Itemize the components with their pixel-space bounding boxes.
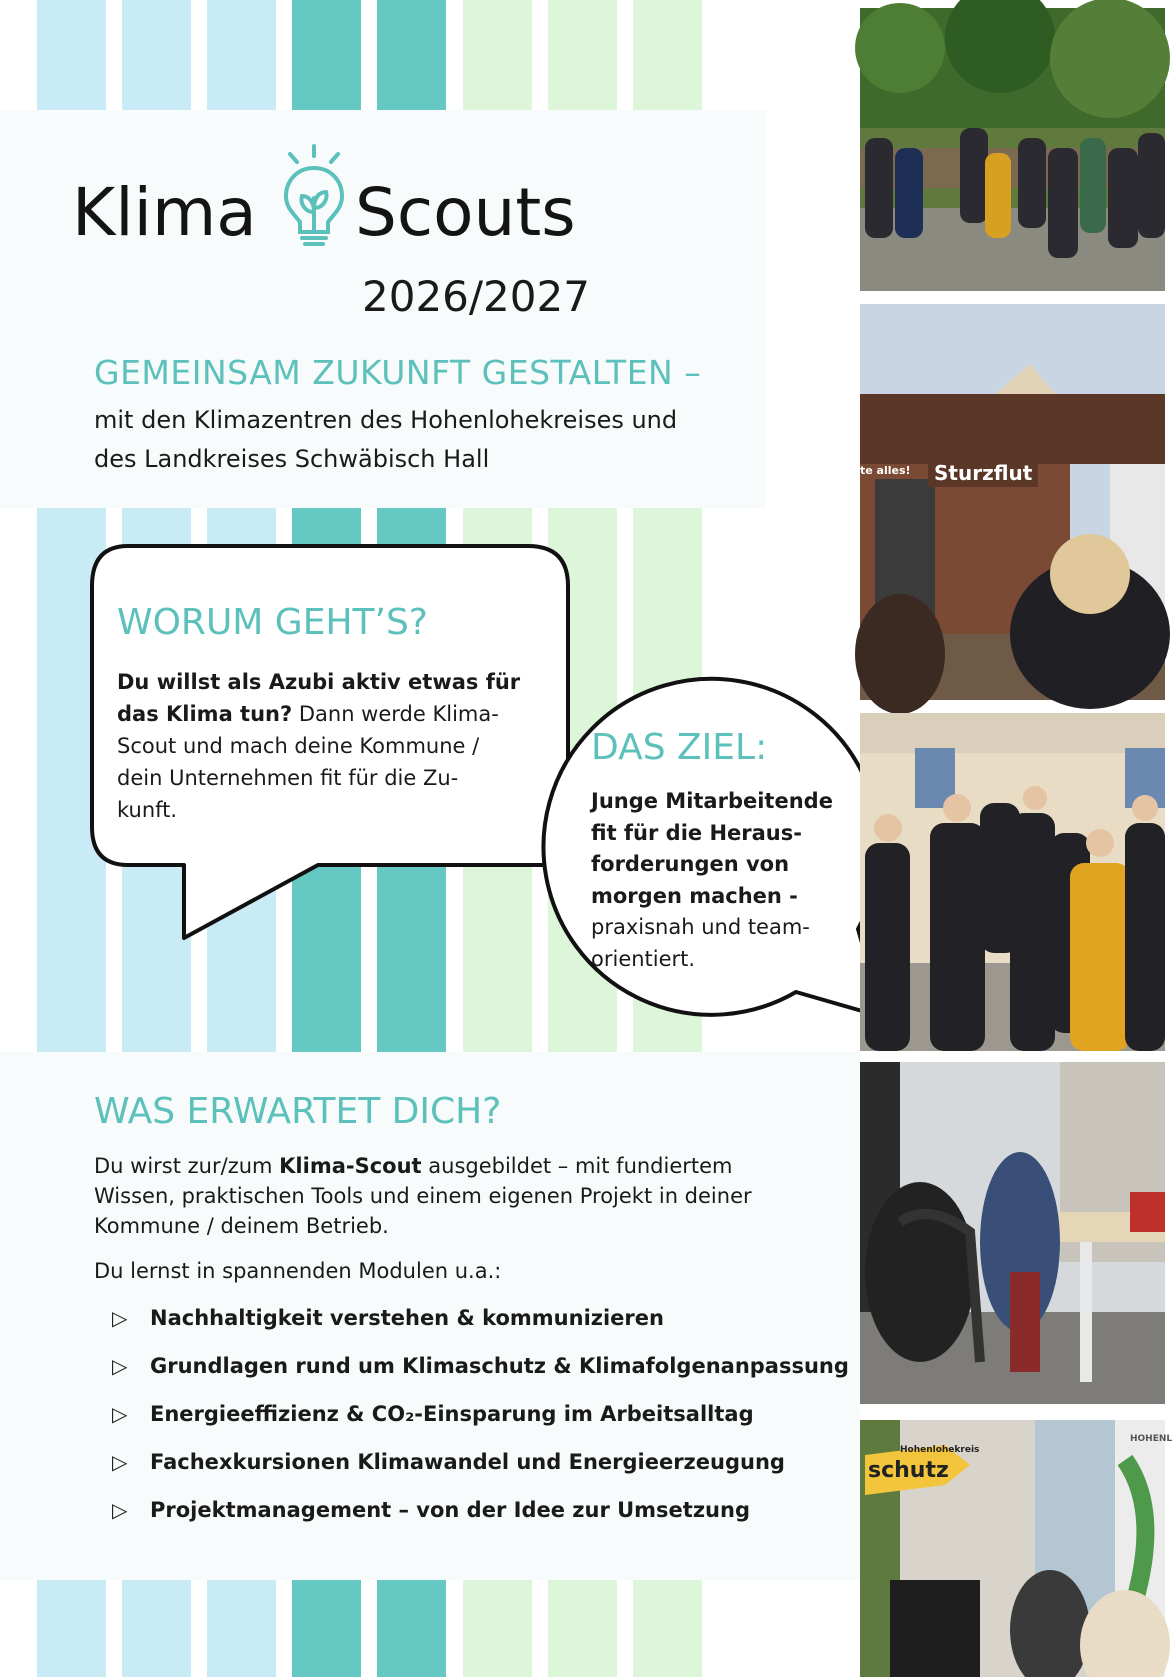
ziel-line-6: orientiert. xyxy=(591,946,696,971)
ziel-line-2: fit für die Heraus- xyxy=(591,820,802,845)
worum-line-5: kunft. xyxy=(117,798,178,822)
stripe xyxy=(122,1580,191,1677)
stripe xyxy=(463,0,532,110)
sign-sturzflut: Sturzflut xyxy=(928,459,1038,487)
logo-word-klima: Klima xyxy=(72,174,257,251)
stripe xyxy=(207,0,276,110)
subline-2: des Landkreises Schwäbisch Hall xyxy=(94,445,490,473)
stripe xyxy=(377,0,446,110)
worum-line-2 xyxy=(117,698,557,730)
worum-line-4: dein Unternehmen fit für die Zu- xyxy=(117,766,459,790)
list-item-label: Energieeffizienz & CO₂-Einsparung im Arbeitsalltag xyxy=(150,1402,754,1426)
worum-line-2-rest: Dann werde Klima- xyxy=(292,702,499,726)
list-item xyxy=(112,1303,664,1333)
stripe xyxy=(122,0,191,110)
list-item xyxy=(112,1399,754,1429)
stripe xyxy=(633,0,702,110)
stripe xyxy=(292,1580,361,1677)
stripe xyxy=(207,1580,276,1677)
worum-line-3: Scout und mach deine Kommune / xyxy=(117,734,480,758)
list-item-label: Grundlagen rund um Klimaschutz & Klimafolgenanpassung xyxy=(150,1354,849,1378)
logo-word-scouts: Scouts xyxy=(355,174,576,251)
list-item-label: Projektmanagement – von der Idee zur Umsetzung xyxy=(150,1498,750,1522)
office-sign-big: schutz xyxy=(868,1458,949,1483)
list-item xyxy=(112,1447,785,1477)
erwartet-p1-line1 xyxy=(94,1151,834,1181)
stripe xyxy=(37,1580,106,1677)
stripe xyxy=(548,0,617,110)
triangle-bullet-icon: ▷ xyxy=(112,1498,128,1522)
ziel-line-3: forderungen von xyxy=(591,852,790,876)
list-item xyxy=(112,1495,750,1525)
worum-line-1: Du willst als Azubi aktiv etwas für xyxy=(117,670,521,694)
stripe xyxy=(633,1580,702,1677)
erwartet-title: WAS ERWARTET DICH? xyxy=(94,1091,502,1132)
office-sign-small: Hohenlohekreis xyxy=(900,1445,980,1455)
p1-bold: Klima-Scout xyxy=(279,1154,422,1178)
photo-office xyxy=(860,1420,1172,1677)
photo-bike-energy xyxy=(860,1062,1165,1404)
erwartet-p1-line2: Wissen, praktischen Tools und einem eigenen Projekt in deiner xyxy=(94,1184,752,1208)
ziel-text xyxy=(591,786,861,975)
erwartet-p1-line3: Kommune / deinem Betrieb. xyxy=(94,1214,389,1238)
triangle-bullet-icon: ▷ xyxy=(112,1306,128,1330)
ziel-title: DAS ZIEL: xyxy=(591,727,768,768)
photo-group-building xyxy=(860,713,1165,1051)
stripe xyxy=(377,1580,446,1677)
erwartet-paragraph xyxy=(94,1151,834,1241)
list-item-label: Nachhaltigkeit verstehen & kommunizieren xyxy=(150,1306,664,1330)
triangle-bullet-icon: ▷ xyxy=(112,1450,128,1474)
p1-start: Du wirst zur/zum xyxy=(94,1154,280,1178)
p1-end: ausgebildet – mit fundiertem xyxy=(421,1154,733,1178)
list-item xyxy=(112,1351,849,1381)
ziel-line-1: Junge Mitarbeitende xyxy=(591,789,833,813)
stripe xyxy=(548,1580,617,1677)
erwartet-p2: Du lernst in spannenden Modulen u.a.: xyxy=(94,1259,502,1283)
year-label: 2026/2027 xyxy=(362,272,590,321)
stripe xyxy=(37,0,106,110)
lightbulb-icon xyxy=(278,140,350,255)
sign-left-text: te alles! xyxy=(860,464,911,477)
stripe xyxy=(292,0,361,110)
stripe xyxy=(463,1580,532,1677)
triangle-bullet-icon: ▷ xyxy=(112,1354,128,1378)
ziel-line-4: morgen machen - xyxy=(591,883,798,908)
banner-text: HOHENL xyxy=(1130,1434,1172,1444)
photo-group-outdoor xyxy=(860,8,1165,291)
subline-1: mit den Klimazentren des Hohenlohekreises und xyxy=(94,406,678,434)
worum-title: WORUM GEHT’S? xyxy=(117,602,428,643)
triangle-bullet-icon: ▷ xyxy=(112,1402,128,1426)
headline: GEMEINSAM ZUKUNFT GESTALTEN – xyxy=(94,353,702,392)
ziel-line-5: praxisnah und team- xyxy=(591,915,810,939)
worum-text xyxy=(117,666,557,826)
worum-line-2-bold: das Klima tun? xyxy=(117,702,293,726)
list-item-label: Fachexkursionen Klimawandel und Energieerzeugung xyxy=(150,1450,785,1474)
photo-sturzflut-station xyxy=(860,304,1165,700)
